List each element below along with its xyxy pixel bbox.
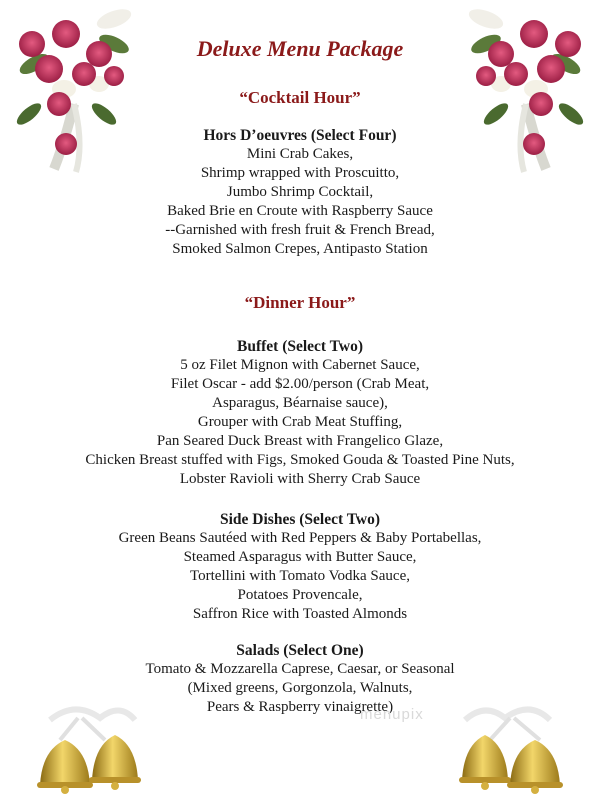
watermark: menupix [360,706,424,723]
menu-item: Saffron Rice with Toasted Almonds [192,606,408,622]
menu-item: Green Beans Sautéed with Red Peppers & Baby Portabellas, [118,530,482,546]
menu-item: Filet Oscar - add $2.00/person (Crab Meat, [170,376,430,392]
menu-item: Potatoes Provencale, [237,587,363,603]
hors-doeuvres-heading: Hors D’oeuvres (Select Four) [203,127,397,144]
menu-item: Grouper with Crab Meat Stuffing, [197,414,403,430]
menu-item: (Mixed greens, Gorgonzola, Walnuts, [187,680,413,696]
menu-item: Steamed Asparagus with Butter Sauce, [183,549,417,565]
salads-section [0,641,600,717]
menu-item: Smoked Salmon Crepes, Antipasto Station [172,241,428,257]
cocktail-hour-heading: “Cocktail Hour” [239,88,361,107]
menu-item: Pears & Raspberry vinaigrette) [206,699,394,715]
menu-title: Deluxe Menu Package [196,36,404,61]
menu-item: Tomato & Mozzarella Caprese, Caesar, or Seasonal [145,661,455,677]
menu-item: Pan Seared Duck Breast with Frangelico Glaze, [156,433,444,449]
hors-doeuvres-section [0,126,600,259]
menu-item: Asparagus, Béarnaise sauce), [212,395,388,411]
buffet-section [0,337,600,489]
menu-item: Tortellini with Tomato Vodka Sauce, [190,568,410,584]
menu-item: 5 oz Filet Mignon with Cabernet Sauce, [180,357,420,373]
side-dishes-section [0,510,600,624]
menu-item: --Garnished with fresh fruit & French Bread, [165,222,435,238]
menu-item: Mini Crab Cakes, [246,146,354,162]
menu-item: Chicken Breast stuffed with Figs, Smoked Gouda & Toasted Pine Nuts, [85,452,515,468]
dinner-hour-heading: “Dinner Hour” [244,293,356,312]
menu-item: Baked Brie en Croute with Raspberry Sauce [167,203,433,219]
menu-item: Lobster Ravioli with Sherry Crab Sauce [179,471,421,487]
buffet-heading: Buffet (Select Two) [237,338,363,355]
menu-item: Shrimp wrapped with Proscuitto, [200,165,400,181]
menu-item: Jumbo Shrimp Cocktail, [226,184,374,200]
side-dishes-heading: Side Dishes (Select Two) [219,511,381,528]
salads-heading: Salads (Select One) [236,642,364,659]
